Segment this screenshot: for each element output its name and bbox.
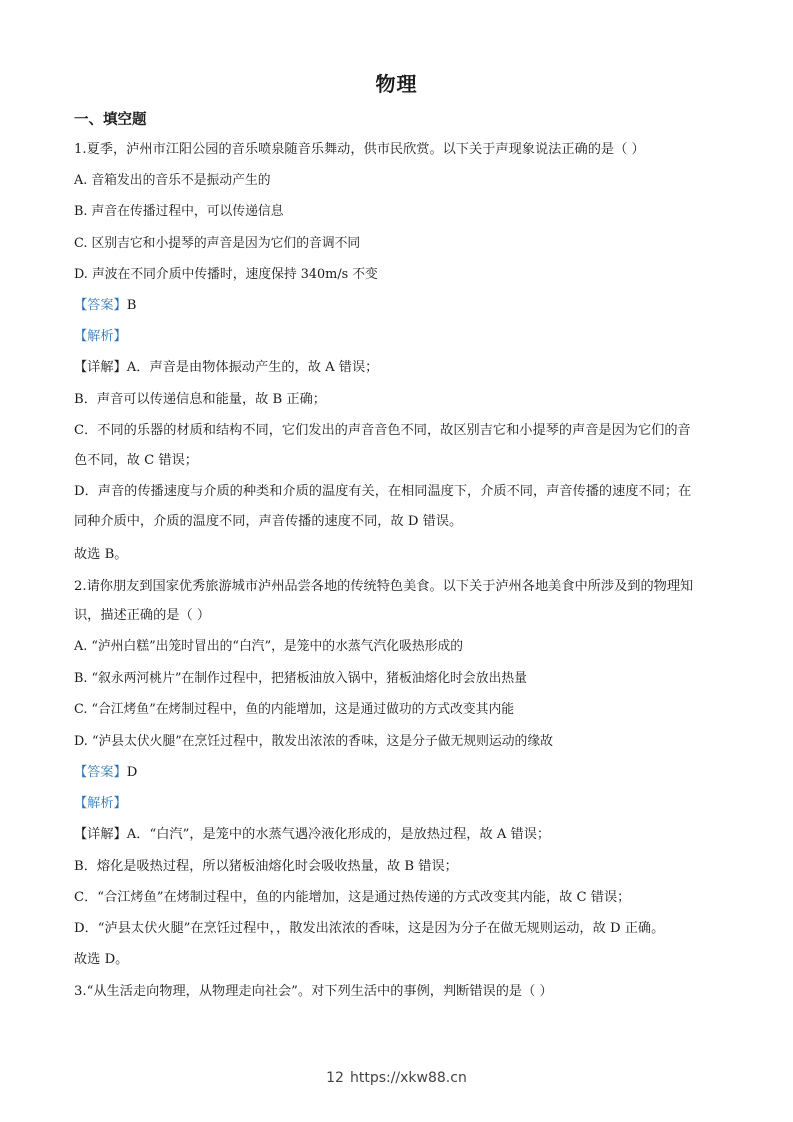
q2-detail-line: D．“泸县太伏火腿”在烹饪过程中，，散发出浓浓的香味，这是因为分子在做无规则运动，故 D 正确。	[74, 921, 665, 936]
q1-answer	[74, 297, 724, 315]
section-heading: 一、填空题	[74, 112, 147, 128]
q2-answer-label: 【答案】	[74, 765, 127, 780]
q1-detail-line: 色不同，故 C 错误；	[74, 453, 198, 468]
q2-detail-line: 故选 D。	[74, 952, 129, 967]
page-number: 12	[326, 1070, 344, 1086]
q1-option-d: D. 声波在不同介质中传播时，速度保持 340m/s 不变	[74, 267, 378, 282]
q1-detail-line: B．声音可以传递信息和能量，故 B 正确；	[74, 392, 326, 407]
q1-detail-line: 同种介质中，介质的温度不同，声音传播的速度不同，故 D 错误。	[74, 514, 463, 529]
q2-option-b: B. “叙永两河桃片”在制作过程中，把猪板油放入锅中，猪板油熔化时会放出热量	[74, 671, 527, 686]
page-footer	[0, 1070, 793, 1086]
q1-stem: 1.夏季，泸州市江阳公园的音乐喷泉随音乐舞动，供市民欣赏。以下关于声现象说法正确的是（ ）	[74, 142, 645, 157]
q2-stem-line: 识，描述正确的是（ ）	[74, 608, 211, 623]
q2-option-d: D. “泸县太伏火腿”在烹饪过程中，散发出浓浓的香味，这是分子做无规则运动的缘故	[74, 734, 553, 749]
q2-analysis-label: 【解析】	[74, 796, 127, 811]
q3-stem: 3.“从生活走向物理，从物理走向社会”。对下列生活中的事例，判断错误的是（ ）	[74, 984, 553, 999]
q1-answer-value: B	[126, 298, 137, 313]
q2-answer-value: D	[126, 765, 138, 780]
q2-detail-line: C．“合江烤鱼”在烤制过程中，鱼的内能增加，这是通过热传递的方式改变其内能，故 C 错误；	[74, 890, 631, 905]
q1-analysis-label: 【解析】	[74, 329, 127, 344]
q1-answer-label: 【答案】	[74, 298, 127, 313]
q1-option-b: B. 声音在传播过程中，可以传递信息	[74, 204, 284, 219]
q2-option-c: C. “合江烤鱼”在烤制过程中，鱼的内能增加，这是通过做功的方式改变其内能	[74, 702, 515, 717]
page-title: 物理	[375, 72, 418, 96]
q1-detail-line: 【详解】A．声音是由物体振动产生的，故 A 错误；	[74, 360, 379, 375]
q1-detail-line: C．不同的乐器的材质和结构不同，它们发出的声音音色不同，故区别吉它和小提琴的声音是因为它们的音	[74, 423, 691, 438]
q2-stem-line: 2.请你朋友到国家优秀旅游城市泸州品尝各地的传统特色美食。以下关于泸州各地美食中所涉及到的物理知	[74, 579, 694, 594]
q1-option-c: C. 区别吉它和小提琴的声音是因为它们的音调不同	[74, 236, 361, 251]
q1-detail-line: 故选 B。	[74, 547, 128, 562]
q2-option-a: A. “泸州白糕”出笼时冒出的“白汽”，是笼中的水蒸气汽化吸热形成的	[74, 639, 464, 654]
q2-detail-line: 【详解】A．“白汽”，是笼中的水蒸气遇冷液化形成的，是放热过程，故 A 错误；	[74, 827, 551, 842]
q2-answer	[74, 764, 724, 782]
footer-url: https://xkw88.cn	[349, 1070, 467, 1086]
q2-detail-line: B．熔化是吸热过程，所以猪板油熔化时会吸收热量，故 B 错误；	[74, 859, 458, 874]
q1-detail-line: D．声音的传播速度与介质的种类和介质的温度有关，在相同温度下，介质不同，声音传播的速度不同；在	[74, 484, 692, 499]
q1-option-a: A. 音箱发出的音乐不是振动产生的	[74, 173, 271, 188]
